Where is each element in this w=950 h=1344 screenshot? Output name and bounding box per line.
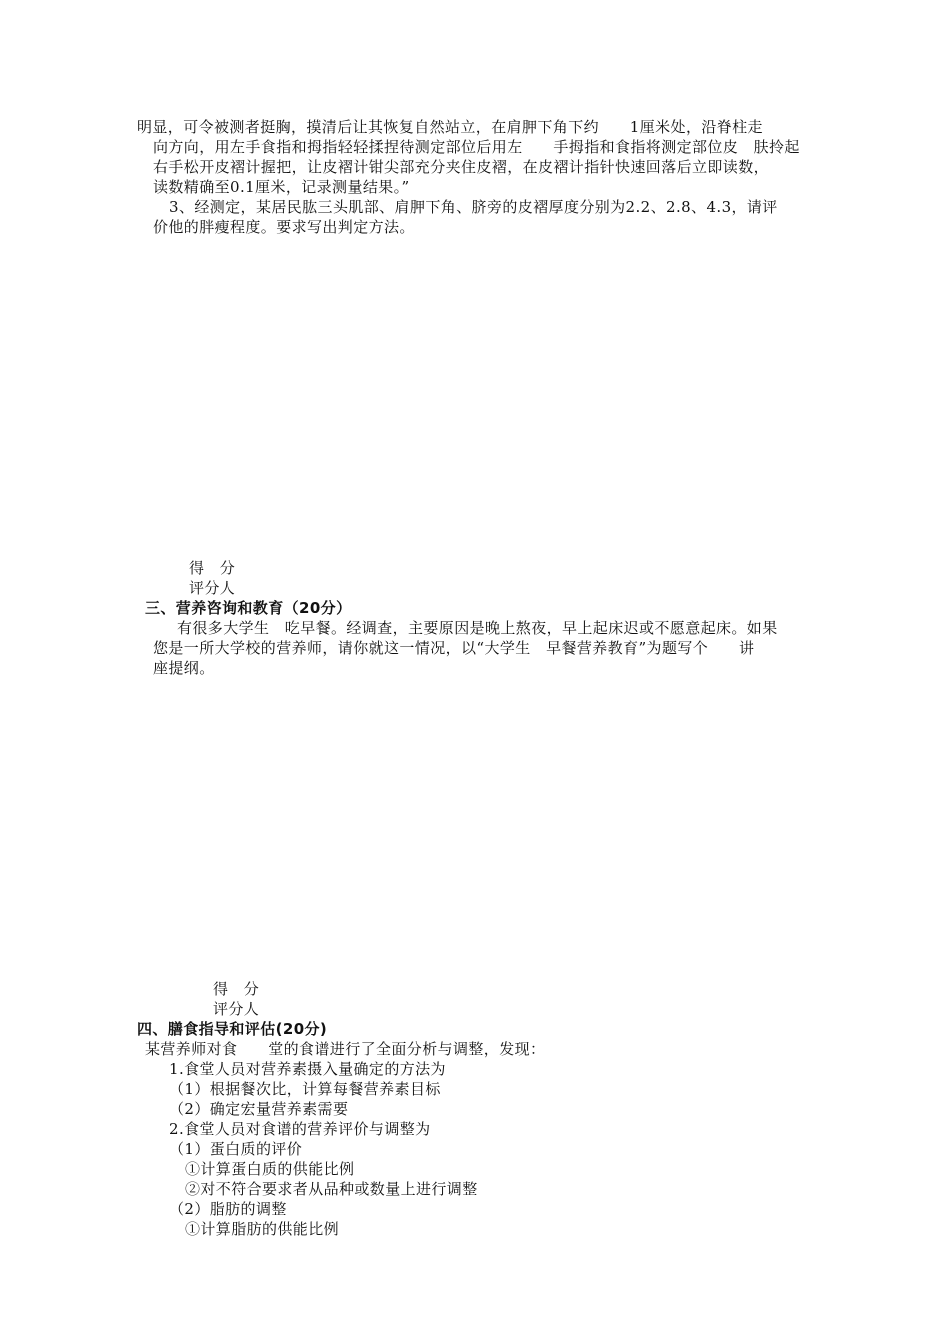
grader-label-1: 评分人 [189,579,236,597]
list-item: 1.食堂人员对营养素摄入量确定的方法为 [169,1060,446,1078]
score-label-2: 得 分 [213,980,260,998]
section3-line2: 您是一所大学校的营养师，请你就这一情况，以“大学生 早餐营养教育”为题写个 讲 [153,639,755,657]
para1-line3: 右手松开皮褶计握把，让皮褶计钳尖部充分夹住皮褶，在皮褶计指针快速回落后立即读数， [153,158,770,176]
list-item: ①计算脂肪的供能比例 [185,1220,340,1238]
section4-title: 四、膳食指导和评估(20分) [137,1020,328,1038]
list-item: （1）蛋白质的评价 [169,1140,303,1158]
para1-line1: 明显，可令被测者挺胸，摸清后让其恢复自然站立，在肩胛下角下约 1厘米处，沿脊柱走 [137,118,763,136]
list-item: ②对不符合要求者从品种或数量上进行调整 [185,1180,478,1198]
list-item: ①计算蛋白质的供能比例 [185,1160,355,1178]
list-item: （2）脂肪的调整 [169,1200,287,1218]
section3-line3: 座提纲。 [153,659,215,677]
section4-intro: 某营养师对食 堂的食谱进行了全面分析与调整，发现： [145,1040,546,1058]
para1-line2: 向方向，用左手食指和拇指轻轻揉捏待测定部位后用左 手拇指和食指将测定部位皮 肤拎起 [153,138,800,156]
question3-line2: 价他的胖瘦程度。要求写出判定方法。 [153,218,415,236]
list-item: （1）根据餐次比，计算每餐营养素目标 [169,1080,441,1098]
list-item: 2.食堂人员对食谱的营养评价与调整为 [169,1120,431,1138]
grader-label-2: 评分人 [213,1000,260,1018]
score-label-1: 得 分 [189,559,236,577]
question3-line1: 3、经测定，某居民肱三头肌部、肩胛下角、脐旁的皮褶厚度分别为2.2、2.8、4.3，请评 [169,198,778,216]
section3-title: 三、营养咨询和教育（20分） [145,599,352,617]
para1-line4: 读数精确至0.1厘米，记录测量结果。” [153,178,410,196]
list-item: （2）确定宏量营养素需要 [169,1100,349,1118]
section3-line1: 有很多大学生 吃早餐。经调查，主要原因是晚上熬夜，早上起床迟或不愿意起床。如果 [177,619,778,637]
